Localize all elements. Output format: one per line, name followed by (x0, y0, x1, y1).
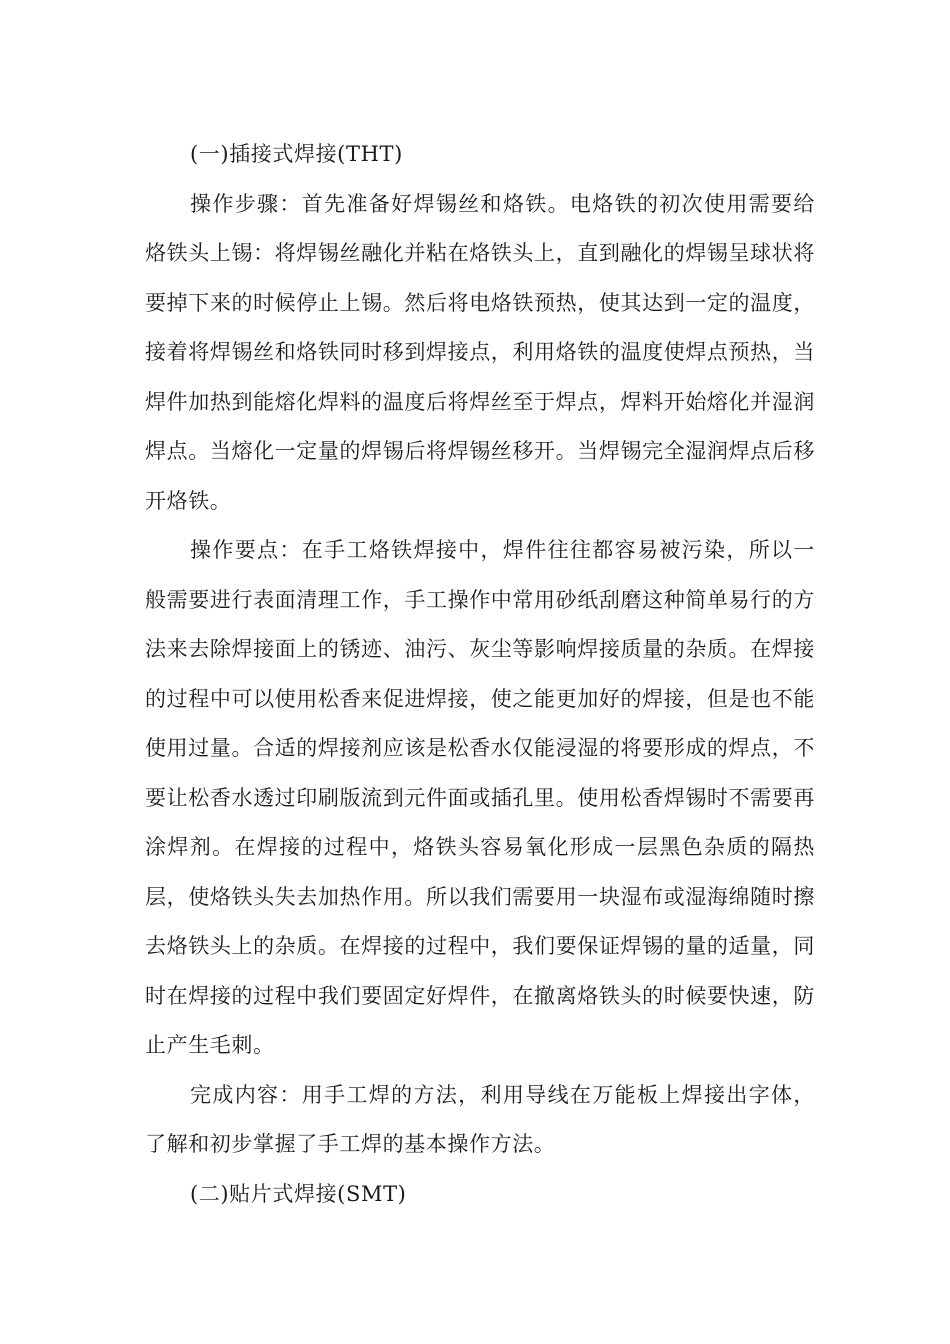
document-body (145, 130, 815, 1219)
paragraph-text: 在手工烙铁焊接中，焊件往往都容易被污染，所以一般需要进行表面清理工作，手工操作中常用砂纸刮磨这种简单易行的方法来去除焊接面上的锈迹、油污、灰尘等影响焊接质量的杂质。在焊接的过程中可以使用松香来促进焊接，使之能更加好的焊接，但是也不能使用过量。合适的焊接剂应该是松香水仅能浸湿的将要形成的焊点，不要让松香水透过印刷版流到元件面或插孔里。使用松香焊锡时不需要再涂焊剂。在焊接的过程中，烙铁头容易氧化形成一层黑色杂质的隔热层，使烙铁头失去加热作用。所以我们需要用一块湿布或湿海绵随时擦去烙铁头上的杂质。在焊接的过程中，我们要保证焊锡的量的适量，同时在焊接的过程中我们要固定好焊件，在撤离烙铁头的时候要快速，防止产生毛刺。 (145, 538, 815, 1057)
section-heading-tht: (一)插接式焊接(THT) (190, 142, 403, 166)
paragraph-operation-steps (145, 180, 815, 527)
paragraph-label: 完成内容： (190, 1082, 302, 1107)
paragraph-text: 用手工焊的方法，利用导线在万能板上焊接出字体，了解和初步掌握了手工焊的基本操作方法。 (145, 1082, 815, 1156)
section-heading-smt: (二)贴片式焊接(SMT) (190, 1181, 407, 1206)
paragraph-text: 首先准备好焊锡丝和烙铁。电烙铁的初次使用需要给烙铁头上锡：将焊锡丝融化并粘在烙铁头上，直到融化的焊锡呈球状将要掉下来的时候停止上锡。然后将电烙铁预热，使其达到一定的温度，接着将焊锡丝和烙铁同时移到焊接点，利用烙铁的温度使焊点预热，当焊件加热到能熔化焊料的温度后将焊丝至于焊点，焊料开始熔化并湿润焊点。当熔化一定量的焊锡后将焊锡丝移开。当焊锡完全湿润焊点后移开烙铁。 (145, 191, 815, 513)
paragraph-label: 操作步骤： (190, 191, 302, 216)
paragraph-label: 操作要点： (190, 538, 302, 562)
paragraph-completed-content (145, 1071, 815, 1170)
paragraph-operation-key-points (145, 526, 815, 1071)
